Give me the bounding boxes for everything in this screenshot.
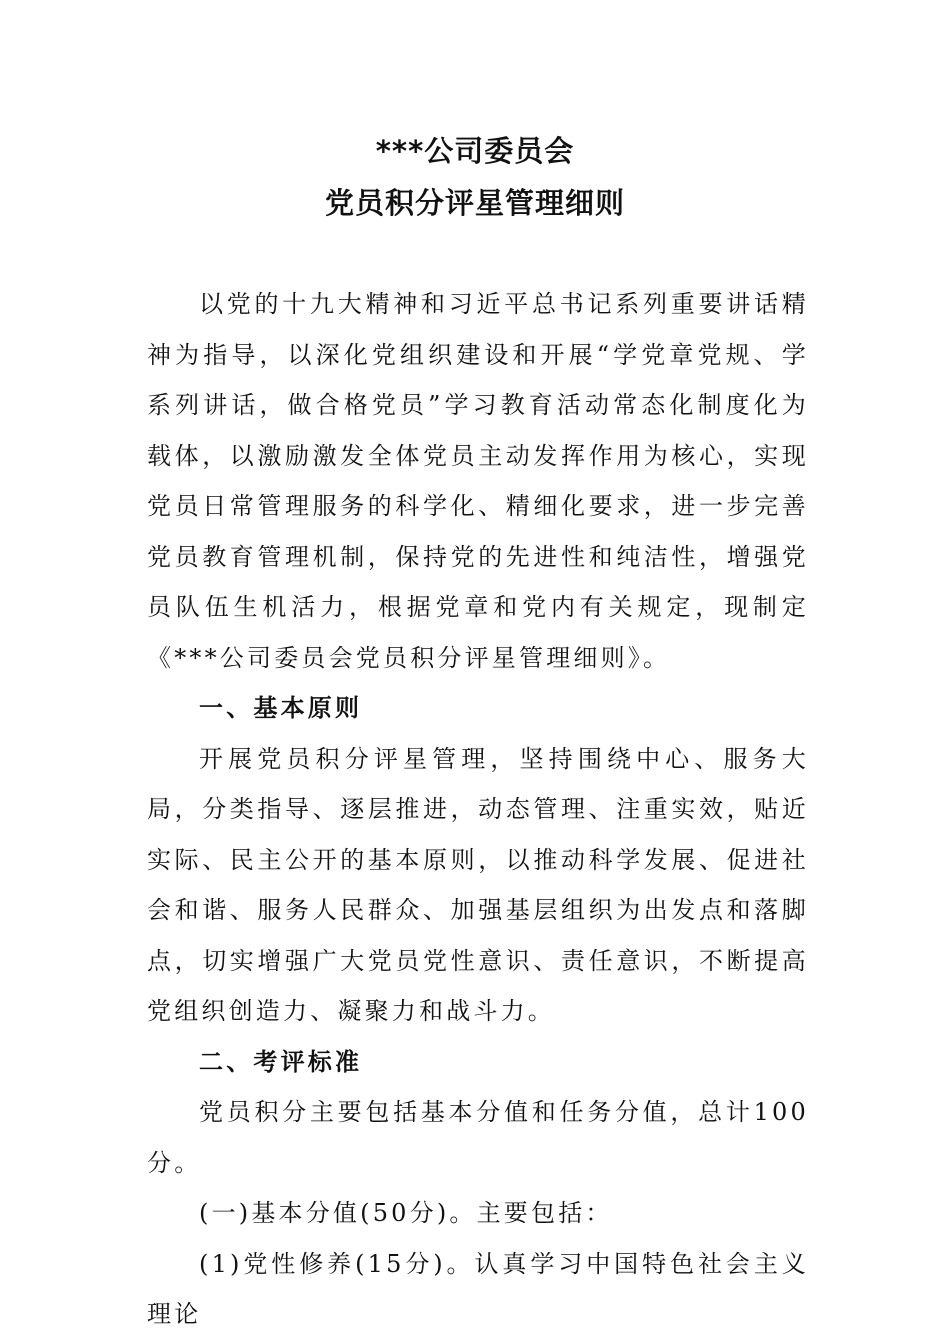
section-heading-standards: 二、考评标准 [199,1047,363,1076]
party-spirit-paragraph: (1)党性修养(15分)。认真学习中国特色社会主义理论 [147,1249,809,1328]
document-title-line2: 党员积分评星管理细则 [324,186,625,220]
intro-paragraph: 以党的十九大精神和习近平总书记系列重要讲话精神为指导，以深化党组织建设和开展“学党章党规、学系列讲话，做合格党员”学习教育活动常态化制度化为载体，以激励激发全体党员主动发挥作用为核心，实现党员日常管理服务的科学化、精细化要求，进一步完善党员教育管理机制，保持党的先进性和纯洁性，增强党员队伍生机活力，根据党章和党内有关规定，现制定《***公司委员会党员积分评星管理细则》。 [147,290,809,672]
document-title-line1: ***公司委员会 [375,134,575,168]
standards-intro-paragraph: 党员积分主要包括基本分值和任务分值，总计100分。 [147,1098,809,1177]
basic-score-paragraph: (一)基本分值(50分)。主要包括： [199,1199,613,1227]
section-heading-principles: 一、基本原则 [199,694,363,722]
principles-paragraph: 开展党员积分评星管理，坚持围绕中心、服务大局，分类指导、逐层推进，动态管理、注重实效，贴近实际、民主公开的基本原则，以推动科学发展、促进社会和谐、服务人民群众、加强基层组织为出发点和落脚点，切实增强广大党员党性意识、责任意识，不断提高党组织创造力、凝聚力和战斗力。 [147,744,809,1025]
document-body [147,279,809,1340]
